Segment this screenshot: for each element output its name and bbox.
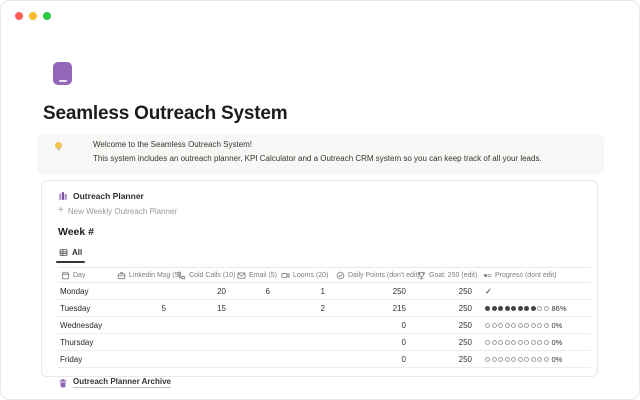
progress-dot-empty — [544, 357, 549, 362]
progress-dot-empty — [505, 323, 510, 328]
window-controls — [15, 12, 51, 20]
table-row-tuesday — [58, 300, 591, 317]
outreach-planner-block — [41, 180, 598, 387]
column-header-goal[interactable] — [414, 271, 480, 280]
progress-dot-empty — [537, 340, 542, 345]
progress-dot-empty — [485, 340, 490, 345]
progress-dot-empty — [505, 340, 510, 345]
cell-goal[interactable]: 250 — [458, 354, 472, 364]
tab-all-label: All — [72, 248, 83, 257]
cell-email[interactable]: 6 — [265, 286, 270, 296]
progress-dot-empty — [518, 340, 523, 345]
new-item-label: New Weekly Outreach Planner — [67, 206, 178, 216]
column-header-label: Day — [73, 271, 86, 279]
database-title[interactable] — [58, 189, 589, 202]
zoom-button[interactable] — [43, 12, 51, 20]
page-title: Seamless Outreach System — [43, 103, 288, 124]
progress-dot-filled — [492, 306, 497, 311]
database-title-label: Outreach Planner — [73, 190, 144, 201]
progress-dot-filled — [511, 306, 516, 311]
progress-bar-icon — [483, 271, 492, 280]
cell-daily_points[interactable]: 0 — [401, 354, 406, 364]
column-header-label: Progress (dont edit) — [495, 271, 557, 279]
tab-all[interactable] — [59, 248, 82, 257]
plus-icon: + — [58, 205, 64, 216]
progress-dot-empty — [518, 323, 523, 328]
briefcase-icon — [117, 271, 126, 280]
progress-dots — [483, 357, 549, 362]
progress-dot-empty — [492, 357, 497, 362]
calendar-icon — [61, 271, 70, 280]
bar-chart-icon — [58, 191, 68, 201]
cell-daily_points[interactable]: 0 — [401, 337, 406, 347]
cell-day[interactable]: Monday — [60, 286, 89, 296]
cell-day[interactable]: Thursday — [60, 337, 94, 347]
progress-dots — [483, 340, 549, 345]
cell-progress[interactable] — [480, 355, 590, 364]
cell-cold_calls[interactable]: 20 — [217, 286, 226, 296]
check-circle-icon — [336, 271, 345, 280]
progress-dot-filled — [505, 306, 510, 311]
view-tabs — [58, 244, 591, 268]
table-header-row — [58, 268, 591, 283]
progress-dot-empty — [511, 340, 516, 345]
cell-progress[interactable] — [480, 321, 590, 330]
cell-progress[interactable] — [480, 304, 590, 313]
welcome-callout — [37, 134, 604, 174]
cell-progress[interactable] — [480, 286, 590, 297]
progress-dot-filled — [518, 306, 523, 311]
cell-day[interactable]: Friday — [60, 354, 83, 364]
cell-looms[interactable]: 1 — [320, 286, 325, 296]
progress-dot-empty — [544, 323, 549, 328]
progress-dot-empty — [485, 357, 490, 362]
cell-daily_points[interactable]: 250 — [392, 286, 406, 296]
column-header-email[interactable] — [234, 271, 278, 280]
cell-day[interactable]: Tuesday — [60, 303, 91, 313]
progress-dot-empty — [492, 323, 497, 328]
progress-dot-empty — [531, 357, 536, 362]
archive-link[interactable] — [58, 376, 589, 389]
planner-table — [58, 268, 591, 368]
table-icon — [59, 248, 68, 257]
column-header-day[interactable] — [58, 271, 114, 280]
progress-dot-empty — [505, 357, 510, 362]
week-title: Week # — [58, 226, 94, 238]
table-body — [58, 283, 591, 368]
progress-percent: 86% — [551, 303, 567, 313]
close-button[interactable] — [15, 12, 23, 20]
progress-dot-empty — [524, 340, 529, 345]
cell-looms[interactable]: 2 — [320, 303, 325, 313]
cell-goal[interactable]: 250 — [458, 303, 472, 313]
progress-dot-empty — [531, 323, 536, 328]
column-header-label: Looms (20) — [293, 271, 329, 279]
callout-body: This system includes an outreach planner, KPI Calculator and a Outreach CRM system so you can keep track of all your leads. — [93, 154, 542, 163]
progress-dot-empty — [498, 340, 503, 345]
progress-dot-empty — [518, 357, 523, 362]
column-header-label: Daily Points (don't edit) — [348, 271, 420, 279]
progress-dot-empty — [544, 340, 549, 345]
envelope-icon — [237, 271, 246, 280]
column-header-label: Cold Calls (10) — [189, 271, 236, 279]
progress-dot-empty — [498, 357, 503, 362]
column-header-label: Goal: 250 (edit) — [429, 271, 478, 279]
progress-dots — [483, 306, 549, 311]
progress-dot-empty — [511, 357, 516, 362]
cell-goal[interactable]: 250 — [458, 337, 472, 347]
progress-dot-empty — [511, 323, 516, 328]
cell-goal[interactable]: 250 — [458, 320, 472, 330]
progress-percent: 0% — [551, 354, 563, 364]
progress-dot-empty — [524, 323, 529, 328]
column-header-progress[interactable] — [480, 271, 590, 280]
cell-linkedin[interactable]: 5 — [161, 303, 166, 313]
progress-dot-empty — [537, 357, 542, 362]
trophy-icon — [417, 271, 426, 280]
video-camera-icon — [281, 271, 290, 280]
column-header-label: Linkedin Msg (5) — [129, 271, 181, 279]
progress-dot-empty — [544, 306, 549, 311]
cell-daily_points[interactable]: 0 — [401, 320, 406, 330]
progress-check: ✓ — [485, 285, 493, 296]
progress-dot-filled — [498, 306, 503, 311]
column-header-cold_calls[interactable] — [174, 271, 234, 280]
progress-dot-filled — [485, 306, 490, 311]
progress-dot-filled — [531, 306, 536, 311]
callout-title: Welcome to the Seamless Outreach System! — [93, 140, 253, 149]
trash-icon — [58, 378, 68, 388]
phone-icon — [177, 271, 186, 280]
new-item-button[interactable] — [58, 205, 589, 217]
notebook-icon[interactable] — [53, 62, 72, 85]
progress-dot-empty — [485, 323, 490, 328]
cell-daily_points[interactable]: 215 — [392, 303, 406, 313]
column-header-daily_points[interactable] — [333, 271, 420, 280]
minimize-button[interactable] — [29, 12, 37, 20]
table-row-friday — [58, 351, 591, 368]
progress-dot-empty — [531, 340, 536, 345]
cell-day[interactable]: Wednesday — [60, 320, 103, 330]
progress-dot-empty — [524, 357, 529, 362]
progress-percent: 0% — [551, 320, 563, 330]
progress-dots — [483, 323, 549, 328]
cell-progress[interactable] — [480, 338, 590, 347]
column-header-linkedin[interactable] — [114, 271, 181, 280]
progress-dot-empty — [537, 323, 542, 328]
column-header-looms[interactable] — [278, 271, 333, 280]
cell-cold_calls[interactable]: 15 — [217, 303, 226, 313]
column-header-label: Email (5) — [249, 271, 278, 279]
progress-dot-empty — [537, 306, 542, 311]
progress-dot-filled — [524, 306, 529, 311]
progress-percent: 0% — [551, 337, 563, 347]
table-row-wednesday — [58, 317, 591, 334]
lightbulb-icon — [53, 141, 64, 152]
archive-link-label: Outreach Planner Archive — [73, 377, 171, 387]
cell-goal[interactable]: 250 — [458, 286, 472, 296]
table-row-monday — [58, 283, 591, 300]
progress-dot-empty — [492, 340, 497, 345]
table-row-thursday — [58, 334, 591, 351]
progress-dot-empty — [498, 323, 503, 328]
